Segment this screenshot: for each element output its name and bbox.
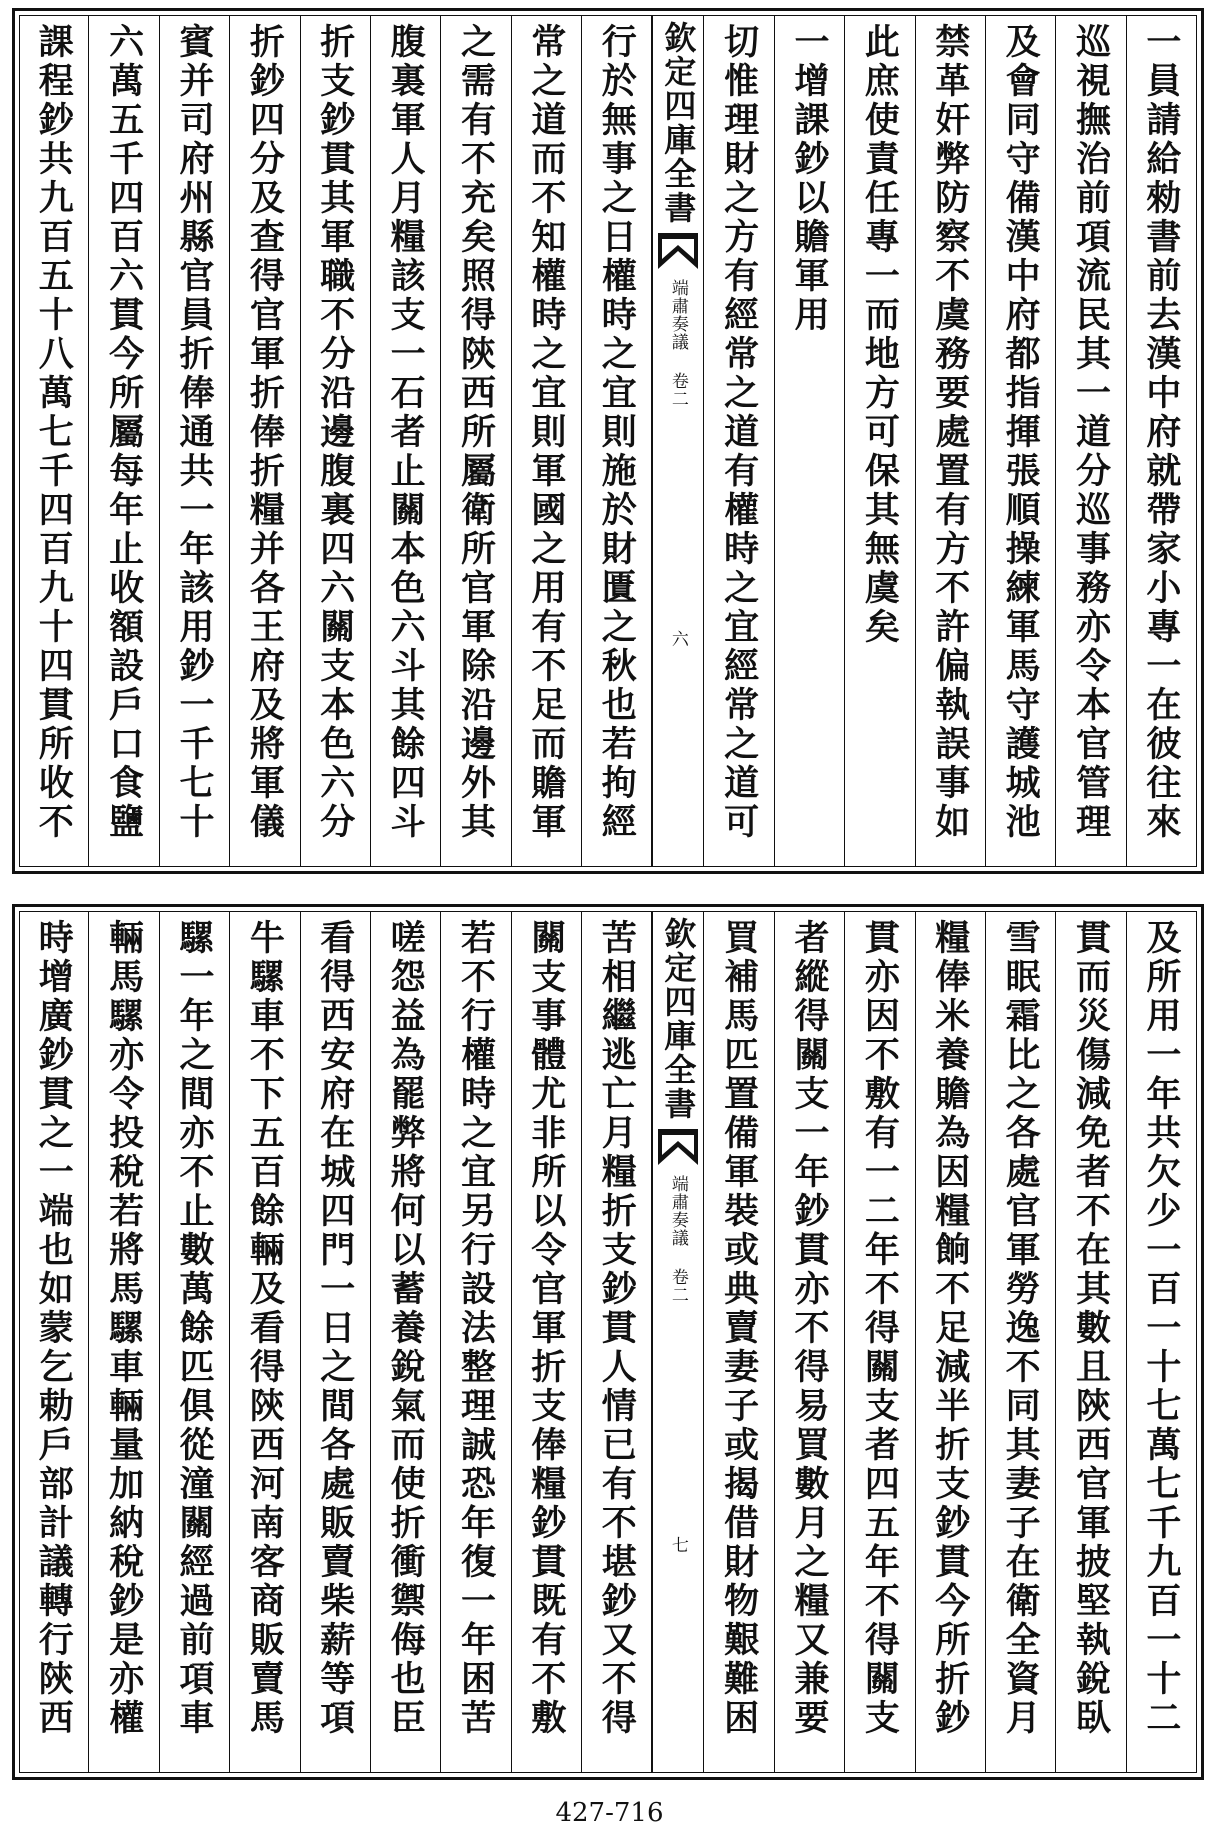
column-text: 賓并司府州縣官員折俸通共一年該用鈔一千七十 [173, 23, 215, 842]
column-text: 及所用一年共欠少一百一十七萬七千九百一十二 [1140, 919, 1182, 1738]
text-column [19, 911, 89, 1773]
text-column [441, 911, 511, 1773]
column-text: 者縱得關支一年鈔貫亦不得易買數月之糧又兼要 [788, 919, 830, 1738]
column-text: 腹裏軍人月糧該支一石者止關本色六斗其餘四斗 [385, 23, 427, 842]
text-column [1127, 911, 1197, 1773]
column-text: 嗟怨益為罷弊將何以蓄養銳氣而使折衝禦侮也臣 [385, 919, 427, 1738]
text-column [160, 911, 230, 1773]
text-column [230, 15, 300, 867]
column-text: 苦相繼逃亡月糧折支鈔貫人情已有不堪鈔又不得 [596, 919, 638, 1738]
banner-title: 欽定四庫全書 [659, 21, 698, 225]
text-column [19, 15, 89, 867]
column-text: 時增廣鈔貫之一端也如蒙乞勅戶部計議轉行陝西 [33, 919, 75, 1738]
page-footer-number: 427-716 [555, 1798, 664, 1828]
text-column [371, 15, 441, 867]
book-title-banner [652, 911, 704, 1773]
text-column [916, 911, 986, 1773]
text-column [512, 911, 582, 1773]
text-column [1127, 15, 1197, 867]
text-column [89, 15, 159, 867]
text-column [89, 911, 159, 1773]
column-text: 行於無事之日權時之宜則施於財匱之秋也若拘經 [596, 23, 638, 842]
text-column [704, 15, 774, 867]
text-column [512, 15, 582, 867]
text-column [160, 15, 230, 867]
column-text: 雪眠霜比之各處官軍勞逸不同其妻子在衛全資月 [1000, 919, 1042, 1738]
text-column [775, 911, 845, 1773]
text-column [986, 15, 1056, 867]
column-text: 及會同守備漢中府都指揮張順操練軍馬守護城池 [1000, 23, 1042, 842]
upper-page [12, 8, 1204, 874]
column-text: 騾一年之間亦不止數萬餘匹俱從潼關經過前項車 [173, 919, 215, 1738]
text-column [1056, 15, 1126, 867]
banner-volume-label: 端肅奏議 卷二 [667, 279, 688, 408]
text-column [582, 15, 652, 867]
column-text: 折支鈔貫其軍職不分沿邊腹裏四六關支本色六分 [314, 23, 356, 842]
text-column [441, 15, 511, 867]
fishtail-mark-icon [656, 1127, 700, 1167]
book-title-banner [652, 15, 704, 867]
column-text: 此庶使責任專一而地方可保其無虞矣 [859, 23, 901, 647]
lower-page [12, 904, 1204, 1780]
column-text: 之需有不充矣照得陝西所屬衛所官軍除沿邊外其 [455, 23, 497, 842]
column-text: 牛騾車不下五百餘輛及看得陝西河南客商販賣馬 [244, 919, 286, 1738]
text-column [986, 911, 1056, 1773]
column-text: 禁革奸弊防察不虞務要處置有方不許偏執誤事如 [929, 23, 971, 842]
fishtail-mark-icon [656, 231, 700, 271]
column-text: 糧俸米養贍為因糧餉不足減半折支鈔貫今所折鈔 [929, 919, 971, 1738]
column-text: 一增課鈔以贍軍用 [788, 23, 830, 335]
banner-title: 欽定四庫全書 [659, 917, 698, 1121]
text-column [301, 911, 371, 1773]
column-text: 買補馬匹置備軍裝或典賣妻子或揭借財物艱難困 [718, 919, 760, 1738]
column-text: 貫而災傷減免者不在其數且陝西官軍披堅執銳臥 [1070, 919, 1112, 1738]
banner-page-number: 七 [667, 1536, 688, 1553]
text-column [1056, 911, 1126, 1773]
text-column [845, 911, 915, 1773]
text-column [301, 15, 371, 867]
text-column [230, 911, 300, 1773]
banner-page-number: 六 [667, 630, 688, 647]
column-text: 看得西安府在城四門一日之間各處販賣柴薪等項 [314, 919, 356, 1738]
column-text: 常之道而不知權時之宜則軍國之用有不足而贍軍 [525, 23, 567, 842]
column-text: 六萬五千四百六貫今所屬每年止收額設戶口食鹽 [103, 23, 145, 842]
column-text: 課程鈔共九百五十八萬七千四百九十四貫所收不 [33, 23, 75, 842]
text-column [371, 911, 441, 1773]
column-text: 一員請給勑書前去漢中府就帶家小專一在彼往來 [1140, 23, 1182, 842]
column-text: 貫亦因不敷有一二年不得關支者四五年不得關支 [859, 919, 901, 1738]
text-column [582, 911, 652, 1773]
column-text: 折鈔四分及查得官軍折俸折糧并各王府及將軍儀 [244, 23, 286, 842]
column-text: 輛馬騾亦令投稅若將馬騾車輛量加納稅鈔是亦權 [103, 919, 145, 1738]
text-column [916, 15, 986, 867]
column-text: 切惟理財之方有經常之道有權時之宜經常之道可 [718, 23, 760, 842]
banner-volume-label: 端肅奏議 卷二 [667, 1175, 688, 1304]
text-column [704, 911, 774, 1773]
column-text: 若不行權時之宜另行設法整理誠恐年復一年困苦 [455, 919, 497, 1738]
column-text: 關支事體尤非所以令官軍折支俸糧鈔貫既有不敷 [525, 919, 567, 1738]
text-column [775, 15, 845, 867]
column-text: 巡視撫治前項流民其一道分巡事務亦令本官管理 [1070, 23, 1112, 842]
text-column [845, 15, 915, 867]
